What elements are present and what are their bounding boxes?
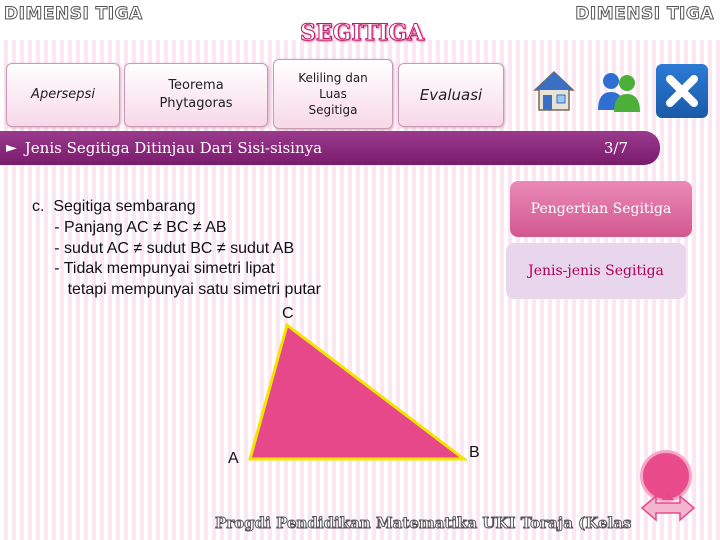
- jenis-segitiga-label: Jenis-jenis Segitiga: [528, 263, 664, 279]
- pengertian-segitiga-button[interactable]: [510, 181, 692, 237]
- page-counter: 3/7: [603, 139, 628, 157]
- banner-title: Jenis Segitiga Ditinjau Dari Sisi-sisinya: [24, 139, 323, 157]
- nav-evaluasi-label: Evaluasi: [419, 85, 483, 104]
- nav-arrows-icon[interactable]: [640, 488, 696, 528]
- content-line: - Panjang AC ≠ BC ≠ AB: [32, 218, 227, 236]
- content-line: - sudut AC ≠ sudut BC ≠ sudut AB: [32, 239, 295, 257]
- nav-teorema-label-line1: Teorema: [168, 78, 224, 94]
- vertex-b-label: B: [469, 444, 480, 461]
- scalene-triangle: [250, 325, 464, 459]
- nav-keliling-label-line3: Segitiga: [308, 103, 358, 118]
- pengertian-segitiga-label: Pengertian Segitiga: [530, 201, 672, 217]
- banner-arrow-icon: ►: [6, 140, 17, 156]
- content-line: c. Segitiga sembarang: [32, 198, 196, 215]
- header-right-title: DIMENSI TIGA: [575, 4, 714, 24]
- nav-apersepsi-label: Apersepsi: [31, 87, 95, 103]
- nav-keliling-label-line1: Keliling dan: [298, 70, 368, 85]
- nav-keliling-label-line2: Luas: [319, 86, 347, 101]
- vertex-c-label: C: [282, 305, 294, 322]
- header-left-title: DIMENSI TIGA: [4, 4, 143, 24]
- jenis-segitiga-button[interactable]: [506, 243, 686, 299]
- content-line: - Tidak mempunyai simetri lipat: [32, 260, 275, 278]
- footer-text: Progdi Pendidikan Matematika UKI Toraja (Kelas: [215, 514, 632, 532]
- page-title: SEGITIGA: [300, 20, 425, 46]
- nav-teorema-label-line2: Phytagoras: [159, 96, 233, 111]
- vertex-a-label: A: [228, 450, 239, 467]
- content-line: tetapi mempunyai satu simetri putar: [32, 281, 322, 299]
